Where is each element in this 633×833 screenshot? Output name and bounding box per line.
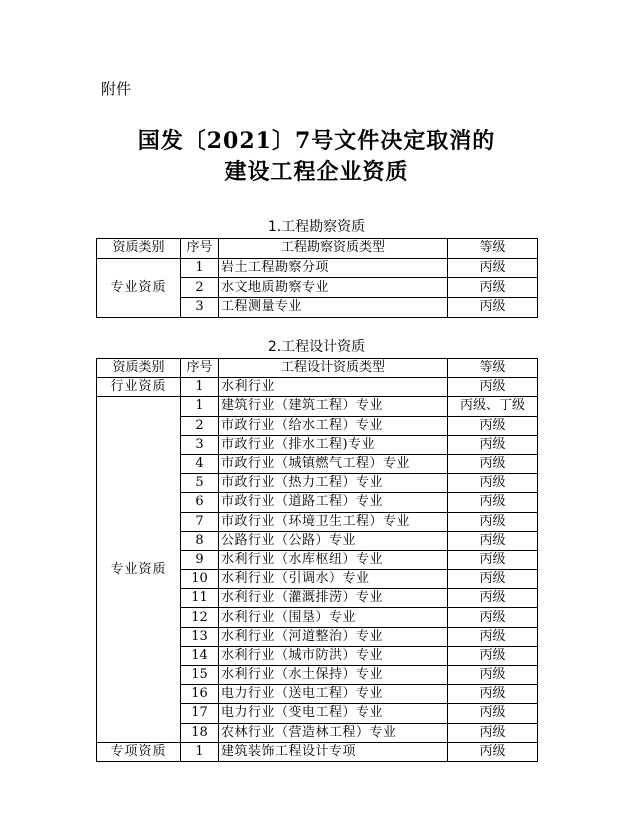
category-cell: 专项资质 [97, 742, 181, 761]
grade-cell: 丙级 [448, 666, 538, 685]
number-cell: 17 [181, 704, 219, 723]
number-cell: 13 [181, 627, 219, 646]
type-cell: 水利行业（水土保持）专业 [219, 666, 448, 685]
grade-cell: 丙级 [448, 589, 538, 608]
table-header-row [97, 359, 538, 378]
table-row [97, 378, 538, 397]
document-title-line-1: 国发〔2021〕7号文件决定取消的 [137, 128, 496, 154]
number-cell: 1 [181, 378, 219, 397]
grade-cell: 丙级、丁级 [448, 397, 538, 416]
type-cell: 水利行业（灌溉排涝）专业 [219, 589, 448, 608]
number-cell: 5 [181, 474, 219, 493]
number-cell: 11 [181, 589, 219, 608]
header-grade: 等级 [448, 239, 538, 259]
grade-cell: 丙级 [448, 646, 538, 665]
type-cell: 市政行业（排水工程)专业 [219, 435, 448, 454]
number-cell: 10 [181, 570, 219, 589]
grade-cell: 丙级 [448, 435, 538, 454]
number-cell: 1 [181, 258, 219, 278]
header-category: 资质类别 [97, 359, 181, 378]
type-cell: 建筑行业（建筑工程）专业 [219, 397, 448, 416]
grade-cell: 丙级 [448, 531, 538, 550]
number-cell: 15 [181, 666, 219, 685]
number-cell: 2 [181, 278, 219, 298]
number-cell: 7 [181, 512, 219, 531]
grade-cell: 丙级 [448, 550, 538, 569]
category-cell: 行业资质 [97, 378, 181, 397]
table-row [97, 397, 538, 416]
number-cell: 4 [181, 454, 219, 473]
design-qualification-table [96, 358, 538, 762]
attachment-label: 附件 [101, 80, 132, 98]
type-cell: 水文地质勘察专业 [219, 278, 448, 298]
document-title-line-2: 建设工程企业资质 [224, 159, 409, 185]
header-category: 资质类别 [97, 239, 181, 259]
table-header-row [97, 239, 538, 259]
number-cell: 9 [181, 550, 219, 569]
header-grade: 等级 [448, 359, 538, 378]
type-cell: 工程测量专业 [219, 298, 448, 318]
number-cell: 16 [181, 685, 219, 704]
grade-cell: 丙级 [448, 608, 538, 627]
type-cell: 市政行业（城镇燃气工程）专业 [219, 454, 448, 473]
type-cell: 市政行业（热力工程）专业 [219, 474, 448, 493]
header-type: 工程设计资质类型 [219, 359, 448, 378]
type-cell: 电力行业（变电工程）专业 [219, 704, 448, 723]
type-cell: 市政行业（给水工程）专业 [219, 416, 448, 435]
header-number: 序号 [181, 239, 219, 259]
section-heading-survey: 1.工程勘察资质 [267, 219, 366, 235]
grade-cell: 丙级 [448, 454, 538, 473]
number-cell: 2 [181, 416, 219, 435]
number-cell: 1 [181, 742, 219, 761]
grade-cell: 丙级 [448, 493, 538, 512]
table-row [97, 258, 538, 278]
grade-cell: 丙级 [448, 685, 538, 704]
number-cell: 14 [181, 646, 219, 665]
grade-cell: 丙级 [448, 512, 538, 531]
type-cell: 市政行业（环境卫生工程）专业 [219, 512, 448, 531]
number-cell: 1 [181, 397, 219, 416]
number-cell: 6 [181, 493, 219, 512]
type-cell: 水利行业（城市防洪）专业 [219, 646, 448, 665]
grade-cell: 丙级 [448, 723, 538, 742]
type-cell: 电力行业（送电工程）专业 [219, 685, 448, 704]
grade-cell: 丙级 [448, 298, 538, 318]
header-type: 工程勘察资质类型 [219, 239, 448, 259]
type-cell: 水利行业（围垦）专业 [219, 608, 448, 627]
type-cell: 农林行业（营造林工程）专业 [219, 723, 448, 742]
grade-cell: 丙级 [448, 258, 538, 278]
type-cell: 水利行业（水库枢纽）专业 [219, 550, 448, 569]
type-cell: 水利行业（河道整治）专业 [219, 627, 448, 646]
category-cell: 专业资质 [97, 258, 181, 317]
type-cell: 水利行业（引调水）专业 [219, 570, 448, 589]
grade-cell: 丙级 [448, 378, 538, 397]
number-cell: 12 [181, 608, 219, 627]
grade-cell: 丙级 [448, 416, 538, 435]
table-row [97, 742, 538, 761]
category-cell: 专业资质 [97, 397, 181, 742]
type-cell: 建筑装饰工程设计专项 [219, 742, 448, 761]
grade-cell: 丙级 [448, 742, 538, 761]
survey-qualification-table [96, 238, 538, 318]
grade-cell: 丙级 [448, 570, 538, 589]
grade-cell: 丙级 [448, 704, 538, 723]
section-heading-design: 2.工程设计资质 [267, 339, 366, 355]
type-cell: 市政行业（道路工程）专业 [219, 493, 448, 512]
type-cell: 公路行业（公路）专业 [219, 531, 448, 550]
grade-cell: 丙级 [448, 474, 538, 493]
header-number: 序号 [181, 359, 219, 378]
type-cell: 水利行业 [219, 378, 448, 397]
number-cell: 18 [181, 723, 219, 742]
grade-cell: 丙级 [448, 278, 538, 298]
number-cell: 3 [181, 435, 219, 454]
grade-cell: 丙级 [448, 627, 538, 646]
number-cell: 3 [181, 298, 219, 318]
number-cell: 8 [181, 531, 219, 550]
type-cell: 岩土工程勘察分项 [219, 258, 448, 278]
